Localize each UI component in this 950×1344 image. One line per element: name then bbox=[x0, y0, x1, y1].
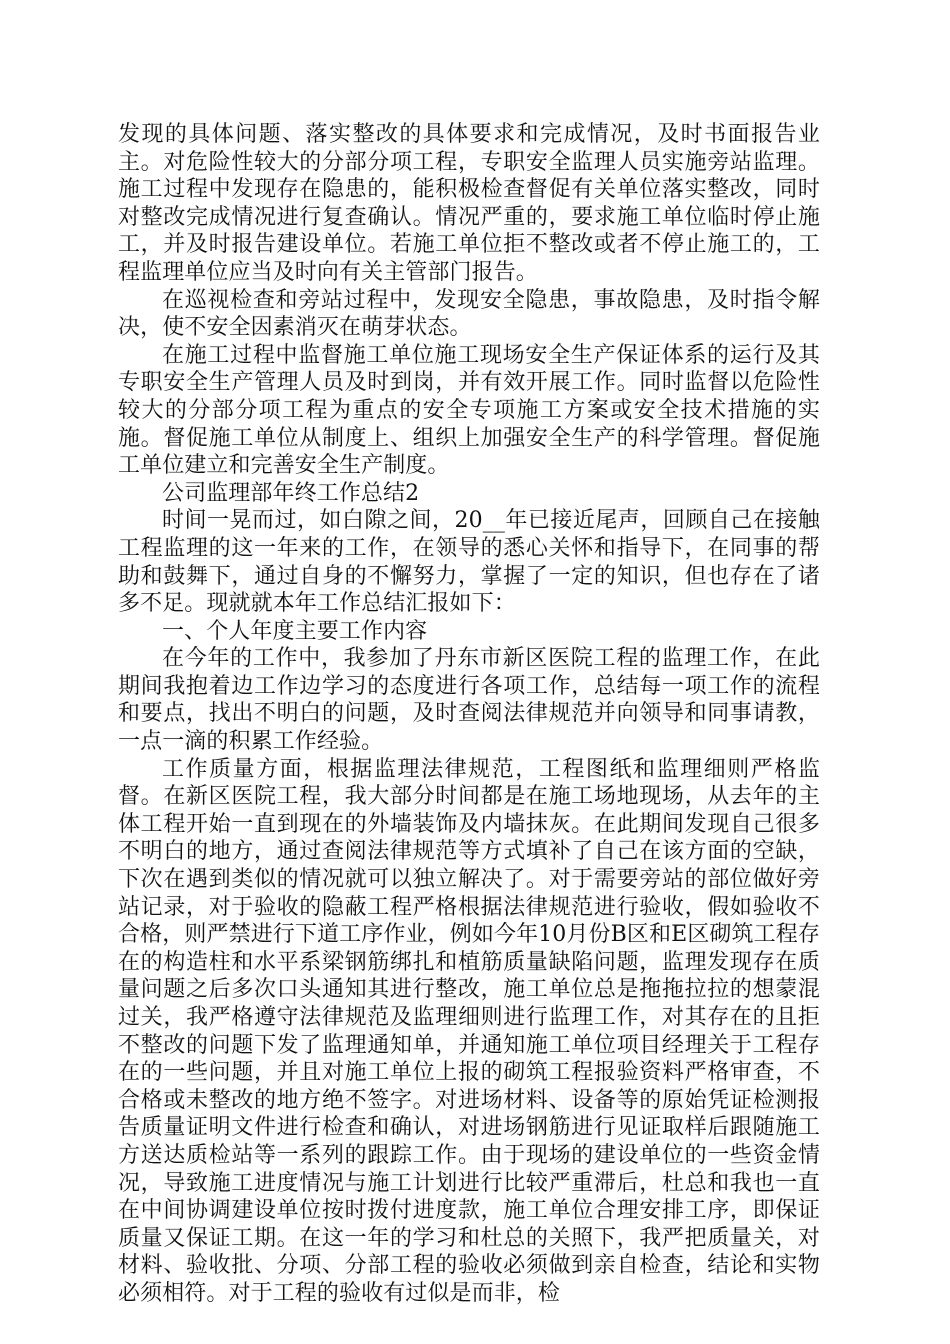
paragraph-work-content: 在今年的工作中，我参加了丹东市新区医院工程的监理工作，在此期间我抱着边工作边学习的态度进行各项工作，总结每一项工作的流程和要点，找出不明白的问题，及时查阅法律规范并向领导和同事请教，一点一滴的积累工作经验。 bbox=[118, 646, 820, 755]
paragraph-continuation: 发现的具体问题、落实整改的具体要求和完成情况，及时书面报告业主。对危险性较大的分部分项工程，专职安全监理人员实施旁站监理。施工过程中发现存在隐患的，能积极检查督促有关单位落实整改，同时对整改完成情况进行复查确认。情况严重的，要求施工单位临时停止施工，并及时报告建设单位。若施工单位拒不整改或者不停止施工的，工程监理单位应当及时向有关主管部门报告。 bbox=[118, 122, 820, 285]
paragraph-introduction: 时间一晃而过，如白隙之间，20__年已接近尾声，回顾自己在接触工程监理的这一年来的工作，在领导的悉心关怀和指导下，在同事的帮助和鼓舞下，通过自身的不懈努力，掌握了一定的知识，但也存在了诸多不足。现就就本年工作总结汇报如下： bbox=[118, 508, 820, 617]
subsection-title: 一、个人年度主要工作内容 bbox=[162, 618, 428, 644]
paragraph-quality: 工作质量方面，根据监理法律规范，工程图纸和监理细则严格监督。在新区医院工程，我大部分时间都是在施工场地现场，从去年的主体工程开始一直到现在的外墙装饰及内墙抹灰。在此期间发现自己很多不明白的地方，通过查阅法律规范等方式填补了自己在该方面的空缺，下次在遇到类似的情况就可以独立解决了。对于需要旁站的部位做好旁站记录，对于验收的隐蔽工程严格根据法律规范进行验收，假如验收不合格，则严禁进行下道工序作业，例如今年10月份B区和E区砌筑工程存在的构造柱和水平系梁钢筋绑扎和植筋质量缺陷问题，监理发现存在质量问题之后多次口头通知其进行整改，施工单位总是拖拖拉拉的想蒙混过关，我严格遵守法律规范及监理细则进行监理工作，对其存在的且拒不整改的问题下发了监理通知单，并通知施工单位项目经理关于工程存在的一些问题，并且对施工单位上报的砌筑工程报验资料严格审查，不合格或未整改的地方绝不签字。对进场材料、设备等的原始凭证检测报告质量证明文件进行检查和确认，对进场钢筋进行见证取样后跟随施工方送达质检站等一系列的跟踪工作。由于现场的建设单位的一些资金情况，导致施工进度情况与施工计划进行比较严重滞后，杜总和我也一直在中间协调建设单位按时拨付进度款，施工单位合理安排工序，即保证质量又保证工期。在这一年的学习和杜总的关照下，我严把质量关，对材料、验收批、分项、分部工程的验收必须做到亲自检查，结论和实物必须相符。对于工程的验收有过似是而非，检 bbox=[118, 756, 820, 1306]
paragraph-inspection: 在巡视检查和旁站过程中，发现安全隐患，事故隐患，及时指令解决，使不安全因素消灭在萌芽状态。 bbox=[118, 287, 820, 341]
paragraph-supervision: 在施工过程中监督施工单位施工现场安全生产保证体系的运行及其专职安全生产管理人员及时到岗，并有效开展工作。同时监督以危险性较大的分部分项工程为重点的安全专项施工方案或安全技术措施的实施。督促施工单位从制度上、组织上加强安全生产的科学管理。督促施工单位建立和完善安全生产制度。 bbox=[118, 342, 820, 479]
document-body bbox=[118, 121, 820, 1308]
section-title: 公司监理部年终工作总结2 bbox=[162, 480, 420, 506]
